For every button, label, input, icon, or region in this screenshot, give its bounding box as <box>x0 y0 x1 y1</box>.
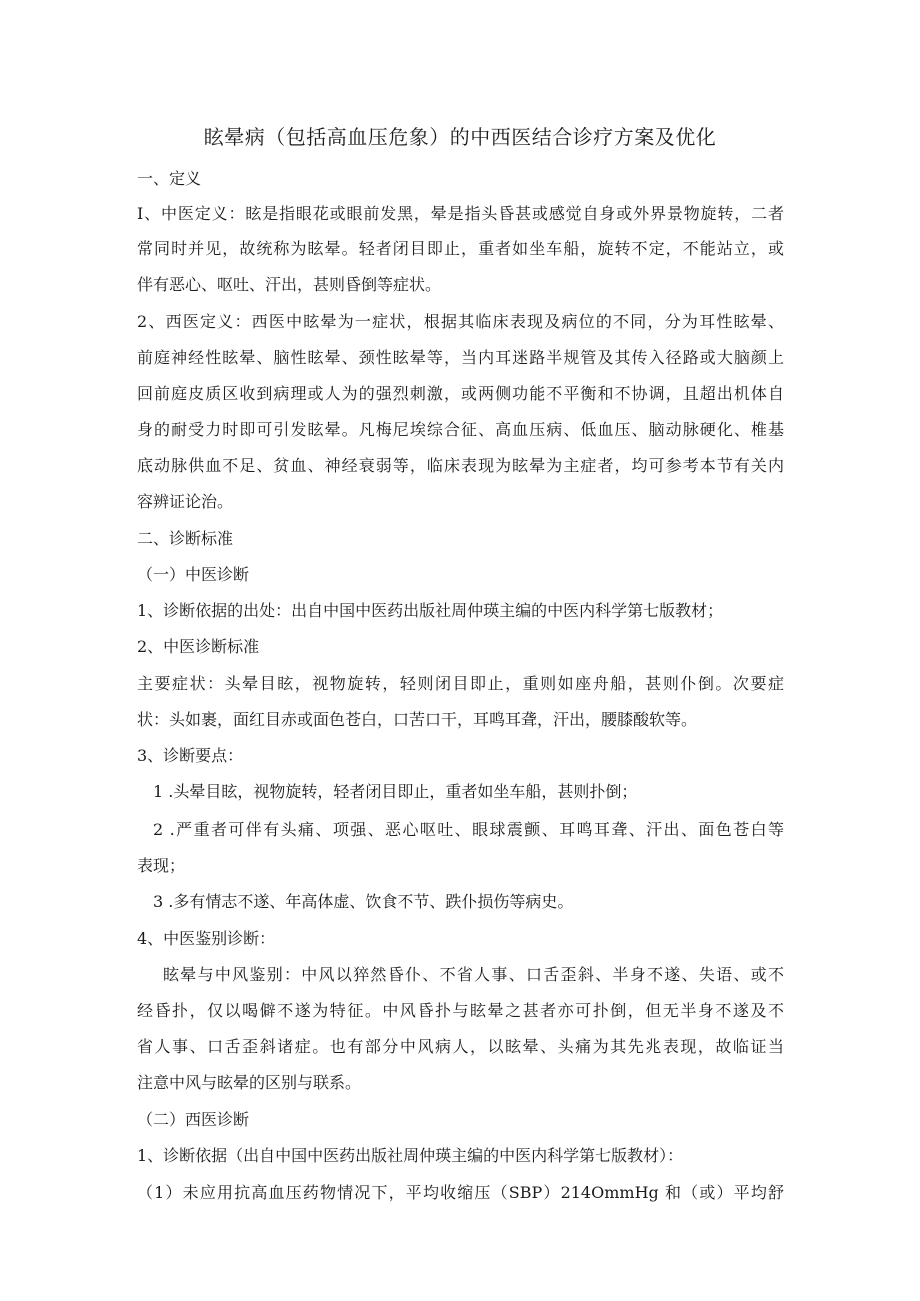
wm-diagnosis-heading: （二）西医诊断 <box>137 1110 250 1129</box>
differential-line-4: 注意中风与眩晕的区别与联系。 <box>137 1073 362 1092</box>
tcm-definition-line-2: 常同时并见，故统称为眩晕。轻者闭目即止，重者如坐车船，旋转不定，不能站立，或 <box>137 239 784 258</box>
wm-definition-line-3: 回前庭皮质区收到病理或人为的强烈刺激，或两侧功能不平衡和不协调，且超出机体自 <box>137 384 784 403</box>
wm-definition-line-4: 身的耐受力时即可引发眩晕。凡梅尼埃综合征、高血压病、低血压、脑动脉硬化、椎基 <box>137 420 784 439</box>
wm-definition-line-6: 容辨证论治。 <box>137 492 234 511</box>
tcm-criteria-heading: 2、中医诊断标准 <box>137 637 260 656</box>
document-title: 眩晕病（包括高血压危象）的中西医结合诊疗方案及优化 <box>203 125 717 149</box>
differential-line-1: 眩晕与中风鉴别：中风以猝然昏仆、不省人事、口舌歪斜、半身不遂、失语、或不 <box>163 965 784 984</box>
differential-line-2: 经昏扑，仅以喝僻不遂为特征。中风昏扑与眩晕之甚者亦可扑倒，但无半身不遂及不 <box>137 1001 784 1020</box>
differential-heading: 4、中医鉴别诊断： <box>137 929 276 948</box>
wm-criteria-item-1: （1）未应用抗高血压药物情况下，平均收缩压（SBP）214OmmHg 和（或）平均舒 <box>137 1183 784 1202</box>
tcm-diagnosis-basis: 1、诊断依据的出处：出自中国中医药出版社周仲瑛主编的中医内科学第七版教材； <box>137 601 724 620</box>
tcm-diagnosis-heading: （一）中医诊断 <box>137 565 250 584</box>
symptoms-line-2: 状：头如裹，面红目赤或面色苍白，口苦口干，耳鸣耳聋，汗出，腰膝酸软等。 <box>137 710 698 729</box>
symptoms-line-1: 主要症状：头晕目眩，视物旋转，轻则闭目即止，重则如座舟船，甚则仆倒。次要症 <box>137 674 784 693</box>
section-heading-definition: 一、定义 <box>137 169 202 188</box>
wm-definition-line-1: 2、西医定义：西医中眩晕为一症状，根据其临床表现及病位的不同，分为耳性眩晕、 <box>137 312 784 331</box>
key-point-1: 1 .头晕目眩，视物旋转，轻者闭目即止，重者如坐车船，甚则扑倒； <box>153 782 638 801</box>
wm-diagnosis-basis: 1、诊断依据（出自中国中医药出版社周仲瑛主编的中医内科学第七版教材）： <box>137 1146 684 1165</box>
tcm-definition-line-1: I、中医定义：眩是指眼花或眼前发黑，晕是指头昏甚或感觉自身或外界景物旋转，二者 <box>137 204 784 223</box>
differential-line-3: 省人事、口舌歪斜诸症。也有部分中风病人，以眩晕、头痛为其先兆表现，故临证当 <box>137 1037 784 1056</box>
key-points-heading: 3、诊断要点： <box>137 746 244 765</box>
tcm-definition-line-3: 伴有恶心、呕吐、汗出，甚则昏倒等症状。 <box>137 275 442 294</box>
wm-definition-line-2: 前庭神经性眩晕、脑性眩晕、颈性眩晕等，当内耳迷路半规管及其传入径路或大脑颜上 <box>137 348 784 367</box>
key-point-2-line-2: 表现； <box>137 856 186 875</box>
wm-definition-line-5: 底动脉供血不足、贫血、神经衰弱等，临床表现为眩晕为主症者，均可参考本节有关内 <box>137 456 784 475</box>
section-heading-diagnosis: 二、诊断标准 <box>137 529 234 548</box>
key-point-2-line-1: 2 .严重者可伴有头痛、项强、恶心呕吐、眼球震颤、耳鸣耳聋、汗出、面色苍白等 <box>153 820 784 839</box>
key-point-3: 3 .多有情志不遂、年高体虚、饮食不节、跌仆损伤等病史。 <box>153 892 574 911</box>
